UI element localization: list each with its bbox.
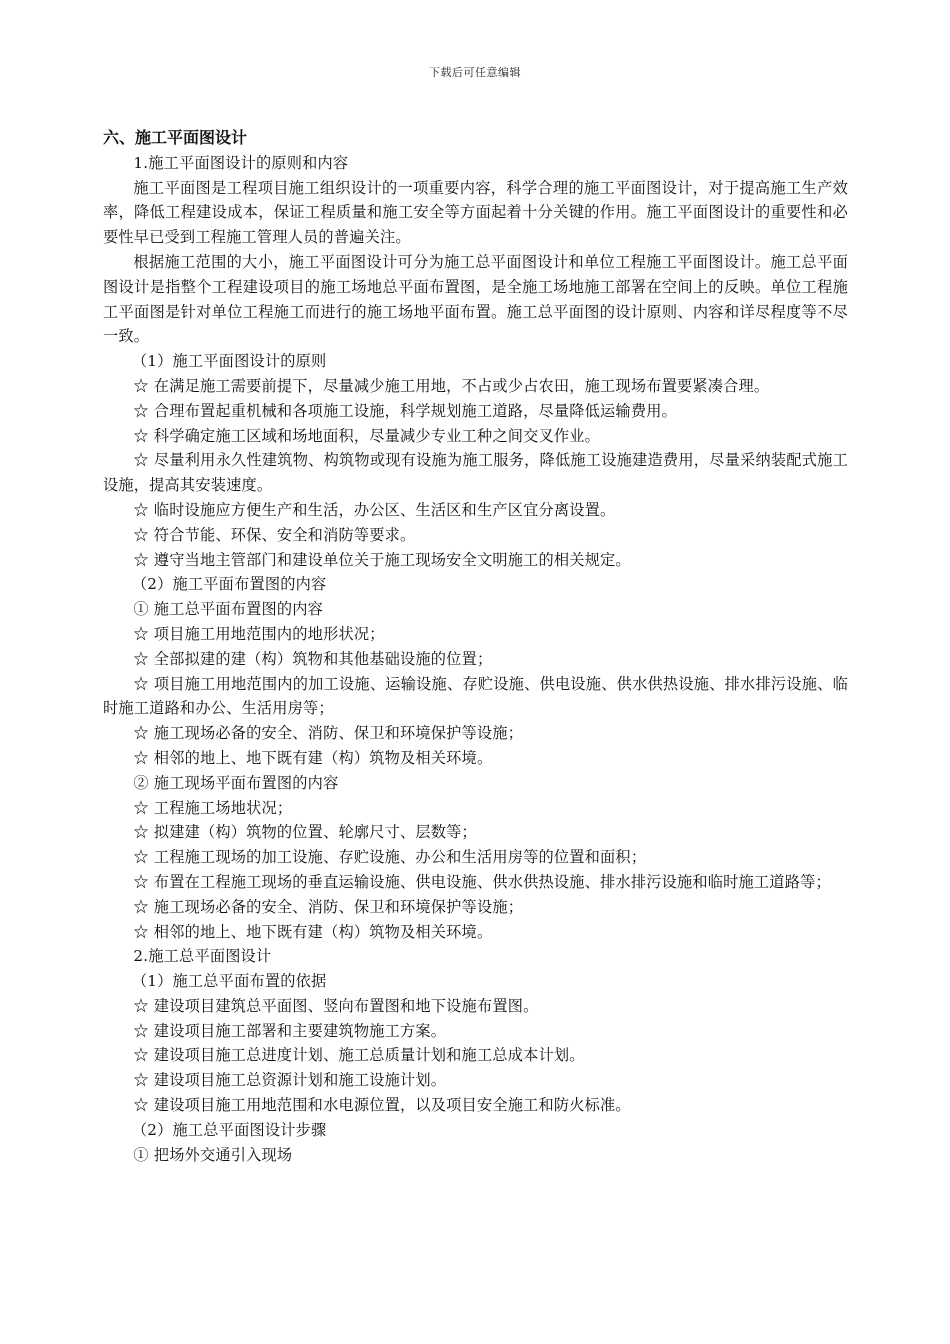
list-item: ☆ 建设项目施工部署和主要建筑物施工方案。 xyxy=(133,1021,447,1040)
list-item: ☆ 施工现场必备的安全、消防、保卫和环境保护等设施； xyxy=(133,897,524,916)
subsection-heading: （1）施工平面图设计的原则 xyxy=(131,352,327,371)
subsection-heading: 1.施工平面图设计的原则和内容 xyxy=(133,153,349,172)
document-body xyxy=(103,126,848,1167)
list-item: ☆ 建设项目建筑总平面图、竖向布置图和地下设施布置图。 xyxy=(133,996,539,1015)
list-item: ☆ 临时设施应方便生产和生活，办公区、生活区和生产区宜分离设置。 xyxy=(133,500,616,519)
list-item: ☆ 遵守当地主管部门和建设单位关于施工现场安全文明施工的相关规定。 xyxy=(133,550,631,569)
section-title: 六、施工平面图设计 xyxy=(103,128,248,147)
list-item: ☆ 项目施工用地范围内的地形状况； xyxy=(133,624,385,643)
list-item: ☆ 拟建建（构）筑物的位置、轮廓尺寸、层数等； xyxy=(133,823,477,842)
list-item: ☆ 相邻的地上、地下既有建（构）筑物及相关环境。 xyxy=(133,922,493,941)
subsection-heading: ① 施工总平面布置图的内容 xyxy=(133,600,324,619)
list-item: ☆ 项目施工用地范围内的加工设施、运输设施、存贮设施、供电设施、供水供热设施、排水排污设施、临时施工道路和办公、生活用房等； xyxy=(103,674,848,718)
list-item: ☆ 建设项目施工用地范围和水电源位置，以及项目安全施工和防火标准。 xyxy=(133,1096,631,1115)
list-item: ☆ 科学确定施工区域和场地面积，尽量减少专业工种之间交叉作业。 xyxy=(133,426,601,445)
list-item: ☆ 相邻的地上、地下既有建（构）筑物及相关环境。 xyxy=(133,748,493,767)
list-item: ☆ 工程施工现场的加工设施、存贮设施、办公和生活用房等的位置和面积； xyxy=(133,848,647,867)
paragraph: 根据施工范围的大小，施工平面图设计可分为施工总平面图设计和单位工程施工平面图设计。施工总平面图设计是指整个工程建设项目的施工场地总平面布置图，是全施工场地施工部署在空间上的反映。单位工程施工平面图是针对单位工程施工而进行的施工场地平面布置。施工总平面图的设计原则、内容和详尽程度等不尽一致。 xyxy=(103,252,848,346)
subsection-heading: （2）施工总平面图设计步骤 xyxy=(131,1120,327,1139)
paragraph: 施工平面图是工程项目施工组织设计的一项重要内容，科学合理的施工平面图设计，对于提高施工生产效率，降低工程建设成本，保证工程质量和施工安全等方面起着十分关键的作用。施工平面图设计的重要性和必要性早已受到工程施工管理人员的普遍关注。 xyxy=(103,178,848,247)
list-item: ☆ 合理布置起重机械和各项施工设施，科学规划施工道路，尽量降低运输费用。 xyxy=(133,401,677,420)
list-item: ☆ 符合节能、环保、安全和消防等要求。 xyxy=(133,525,416,544)
subsection-heading: 2.施工总平面图设计 xyxy=(133,947,272,966)
list-item: ☆ 全部拟建的建（构）筑物和其他基础设施的位置； xyxy=(133,649,493,668)
list-item: ☆ 尽量利用永久性建筑物、构筑物或现有设施为施工服务，降低施工设施建造费用，尽量采纳装配式施工设施，提高其安装速度。 xyxy=(103,451,848,495)
list-item: ☆ 建设项目施工总资源计划和施工设施计划。 xyxy=(133,1071,447,1090)
page-header-note: 下载后可任意编辑 xyxy=(429,66,521,79)
subsection-heading: ① 把场外交通引入现场 xyxy=(133,1145,293,1164)
list-item: ☆ 布置在工程施工现场的垂直运输设施、供电设施、供水供热设施、排水排污设施和临时施工道路等； xyxy=(133,872,831,891)
list-item: ☆ 施工现场必备的安全、消防、保卫和环境保护等设施； xyxy=(133,724,524,743)
list-item: ☆ 建设项目施工总进度计划、施工总质量计划和施工总成本计划。 xyxy=(133,1046,585,1065)
subsection-heading: （1）施工总平面布置的依据 xyxy=(131,972,327,991)
list-item: ☆ 在满足施工需要前提下，尽量减少施工用地，不占或少占农田，施工现场布置要紧凑合理。 xyxy=(133,376,770,395)
subsection-heading: （2）施工平面布置图的内容 xyxy=(131,575,327,594)
list-item: ☆ 工程施工场地状况； xyxy=(133,798,293,817)
subsection-heading: ② 施工现场平面布置图的内容 xyxy=(133,773,339,792)
